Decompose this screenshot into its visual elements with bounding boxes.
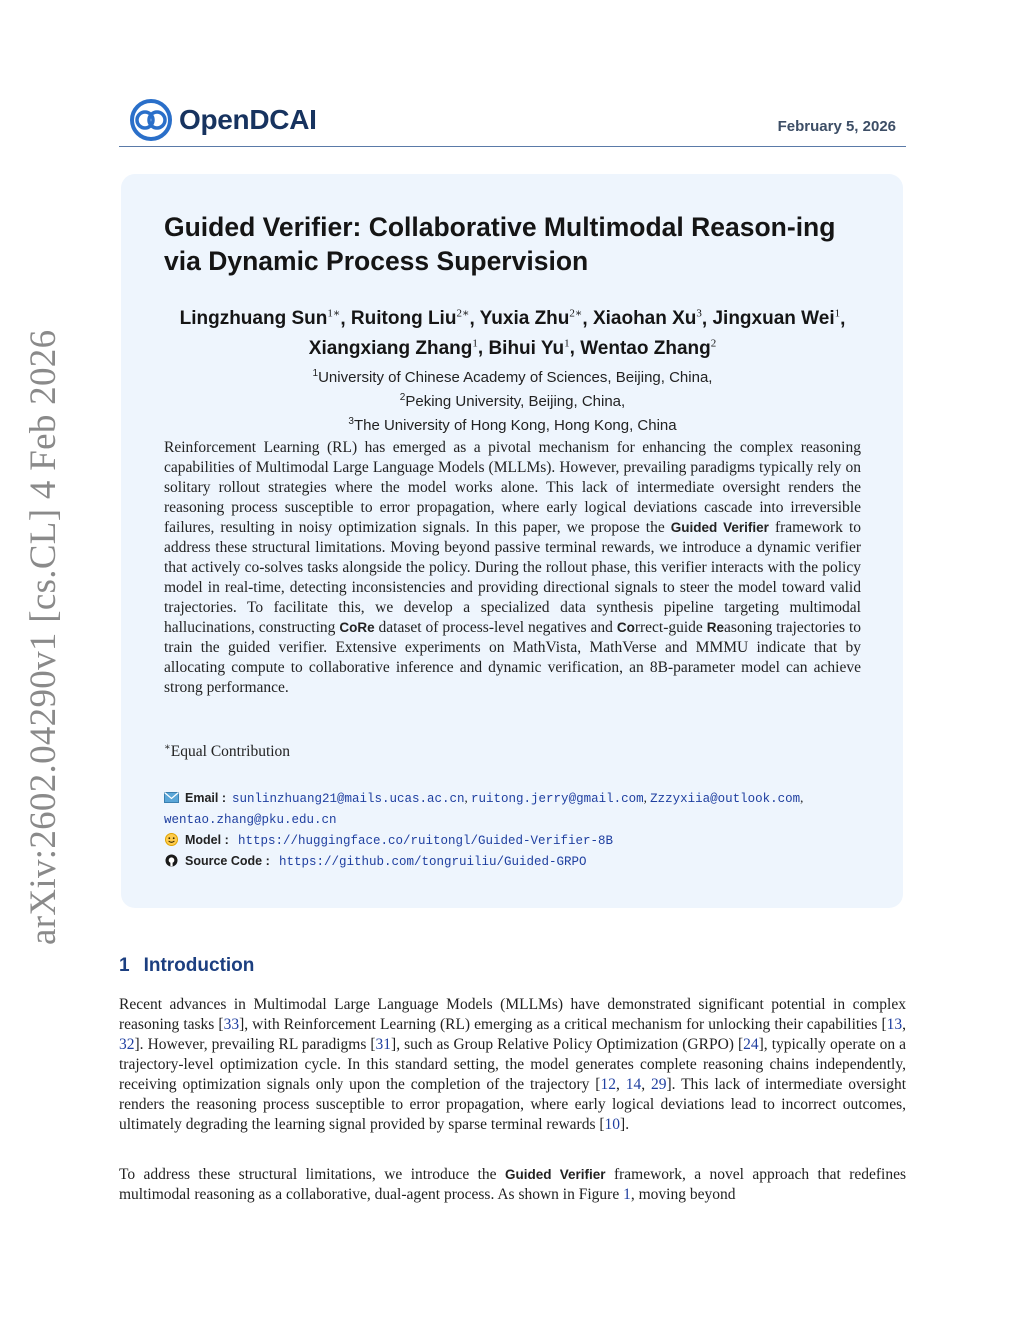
author: Yuxia Zhu$^{2∗}$ [479, 308, 583, 330]
author: Lingzhuang Sun$^{1∗}$ [179, 308, 341, 330]
source-code-link[interactable]: https://github.com/tongruiliu/Guided-GRPO [279, 855, 587, 869]
publication-date: February 5, 2026 [777, 118, 896, 135]
source-code-row: Source Code : https://github.com/tongruiliu/Guided-GRPO [164, 851, 861, 872]
intro-paragraph-2: To address these structural limitations, we introduce the Guided Verifier framework, a novel approach that redefines multimodal reasoning as a collaborative, dual-agent process. As shown in Figure 1, moving beyond [119, 1166, 907, 1203]
author: Ruitong Liu$^{2∗}$ [350, 308, 470, 330]
paper-title: Guided Verifier: Collaborative Multimodal Reason-ing via Dynamic Process Supervision [164, 212, 836, 276]
email-link[interactable]: Zzzyxiia@outlook.com [650, 792, 801, 806]
equal-contribution-note: ∗Equal Contribution [164, 742, 291, 761]
affiliation: $^1$University of Chinese Academy of Sciences, Beijing, China, [312, 368, 713, 386]
email-row: Email : sunlinzhuang21@mails.ucas.ac.cn, ruitong.jerry@gmail.com, Zzzyxiia@outlook.com, [164, 788, 861, 809]
email-link[interactable]: ruitong.jerry@gmail.com [471, 792, 644, 806]
abstract-text: Reinforcement Learning (RL) has emerged as a pivotal mechanism for enhancing the complex reasoning capabilities of Multimodal Large Language Models (MLLMs). However, prevailing paradigms typically rely on solitary rollout strategies where the model works alone. This lack of intermediate oversight renders the reasoning process susceptible to error propagation, where early logical deviations cascade into irreversible failures, resulting in noisy optimization signals. In this paper, we propose the Guided Verifier framework to address these structural limitations. Moving beyond passive terminal rewards, we introduce a dynamic verifier that actively co-solves tasks alongside the policy. During the rollout phase, this verifier interacts with the policy model in real-time, detecting inconsistencies and providing directional signals to steer the model toward valid trajectories. To facilitate this, we develop a specialized data synthesis pipeline targeting multimodal hallucinations, constructing CoRe dataset of process-level negatives and Correct-guide Reasoning trajectories to train the guided verifier. Extensive experiments on MathVista, MathVerse and MMMU indicate that by allocating compute to collaborative inference and dynamic verification, an 8B-parameter model can achieve strong performance. [164, 439, 862, 696]
citation-link[interactable]: 24 [743, 1036, 759, 1053]
email-link[interactable]: wentao.zhang@pku.edu.cn [164, 813, 337, 827]
author: Jingxuan Wei$^1$ [712, 308, 841, 330]
intro-paragraph-1: Recent advances in Multimodal Large Language Models (MLLMs) have demonstrated significant potential in complex reasoning tasks [33], with Reinforcement Learning (RL) emerging as a critical mechanism for unlocking their capabilities [13, 32]. However, prevailing RL paradigms [31], such as Group Relative Policy Optimization (GRPO) [24], typically operate on a trajectory-level optimization cycle. In this standard setting, the model generates complete reasoning chains independently, receiving optimization signals only upon the completion of the trajectory [12, 14, 29]. This lack of intermediate oversight renders the reasoning process susceptible to error propagation, where early logical deviations lead to incorrect outcomes, ultimately degrading the learning signal provided by sparse terminal rewards [10]. [119, 996, 906, 1133]
github-icon [164, 854, 179, 867]
model-row: Model : https://huggingface.co/ruitongl/Guided-Verifier-8B [164, 830, 861, 851]
logo-text: OpenDCAI [179, 104, 317, 135]
citation-link[interactable]: 10 [604, 1116, 621, 1133]
citation-link[interactable]: 31 [375, 1036, 392, 1053]
author-list: Lingzhuang Sun$^{1∗}$, Ruitong Liu$^{2∗}$, Yuxia Zhu$^{2∗}$, Xiaohan Xu$^3$, Jingxuan Wei$^1$, Xiangxiang Zhang$^1$, Bihui Yu$^1$, Wentao Zhang$^2$ [179, 308, 846, 359]
citation-link[interactable]: 33 [223, 1016, 240, 1033]
arxiv-side-stamp: arXiv:2602.04290v1 [cs.CL] 4 Feb 2026 [23, 329, 64, 945]
citation-link[interactable]: 12 [600, 1076, 616, 1093]
huggingface-icon [164, 833, 179, 846]
affiliation: $^2$Peking University, Beijing, China, [399, 392, 626, 410]
section-heading: 1 Introduction [119, 955, 255, 976]
opendcai-logo [129, 98, 317, 142]
email-link[interactable]: sunlinzhuang21@mails.ucas.ac.cn [232, 792, 465, 806]
author: Xiaohan Xu$^3$ [592, 308, 702, 330]
citation-link[interactable]: 32 [119, 1036, 135, 1053]
page-header [119, 98, 906, 148]
model-link[interactable]: https://huggingface.co/ruitongl/Guided-Verifier-8B [238, 834, 614, 848]
contact-links [164, 788, 861, 872]
citation-link[interactable]: 29 [650, 1076, 667, 1093]
author: Wentao Zhang$^2$ [580, 337, 717, 359]
figure-link[interactable]: 1 [623, 1186, 631, 1203]
citation-link[interactable]: 13 [886, 1016, 903, 1033]
author: Xiangxiang Zhang$^1$ [308, 337, 478, 359]
citation-link[interactable]: 14 [625, 1076, 642, 1093]
author: Bihui Yu$^1$ [488, 337, 570, 359]
header-divider [119, 146, 906, 147]
envelope-icon [164, 791, 179, 804]
affiliation: $^3$The University of Hong Kong, Hong Kong, China [348, 416, 677, 434]
email-row-continued [164, 809, 861, 830]
affiliations [164, 364, 861, 436]
opendcai-logo-icon [129, 98, 173, 142]
